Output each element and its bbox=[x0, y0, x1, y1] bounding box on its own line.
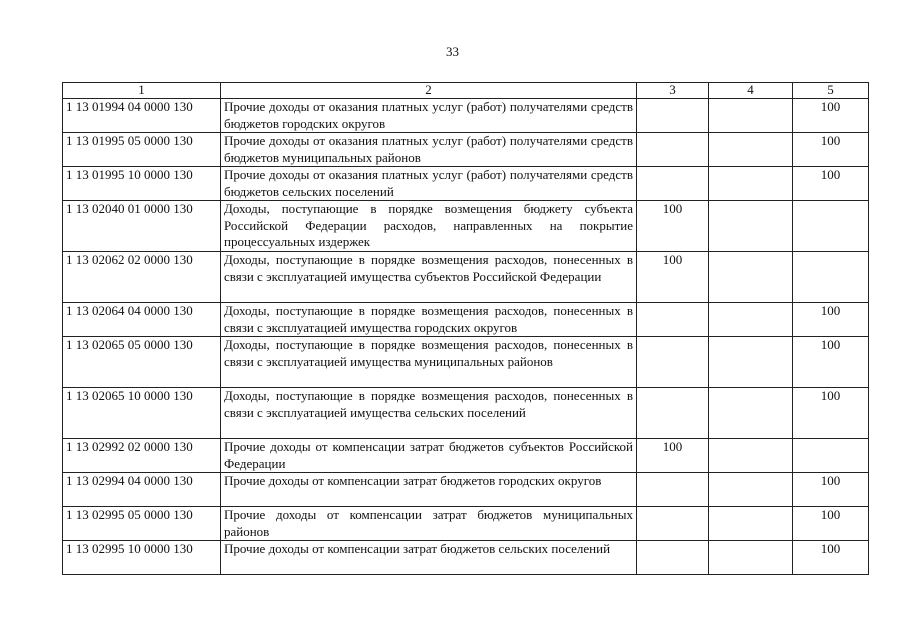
budget-code-cell: 1 13 02065 10 0000 130 bbox=[63, 388, 221, 439]
col3-cell bbox=[637, 167, 709, 201]
budget-code-cell: 1 13 02995 05 0000 130 bbox=[63, 507, 221, 541]
col4-cell bbox=[709, 252, 793, 303]
budget-code-cell: 1 13 02064 04 0000 130 bbox=[63, 303, 221, 337]
col3-cell bbox=[637, 133, 709, 167]
col3-cell bbox=[637, 507, 709, 541]
table-row bbox=[63, 439, 869, 473]
col5-cell: 100 bbox=[793, 303, 869, 337]
table-row bbox=[63, 252, 869, 303]
col3-cell: 100 bbox=[637, 252, 709, 303]
budget-code-cell: 1 13 02065 05 0000 130 bbox=[63, 337, 221, 388]
description-cell: Прочие доходы от оказания платных услуг (работ) получателями средств бюджетов муниципальных районов bbox=[221, 133, 637, 167]
col4-cell bbox=[709, 303, 793, 337]
budget-code-cell: 1 13 02992 02 0000 130 bbox=[63, 439, 221, 473]
table-header-row bbox=[63, 83, 869, 99]
table-row bbox=[63, 388, 869, 439]
description-cell: Прочие доходы от оказания платных услуг (работ) получателями средств бюджетов сельских поселений bbox=[221, 167, 637, 201]
col4-cell bbox=[709, 473, 793, 507]
table-row bbox=[63, 167, 869, 201]
col4-cell bbox=[709, 201, 793, 252]
col5-cell: 100 bbox=[793, 167, 869, 201]
col4-cell bbox=[709, 507, 793, 541]
description-cell: Прочие доходы от компенсации затрат бюджетов сельских поселений bbox=[221, 541, 637, 575]
description-cell: Прочие доходы от компенсации затрат бюджетов городских округов bbox=[221, 473, 637, 507]
col5-cell: 100 bbox=[793, 99, 869, 133]
col5-cell bbox=[793, 252, 869, 303]
column-header-1: 1 bbox=[63, 83, 221, 99]
table-row bbox=[63, 99, 869, 133]
col5-cell bbox=[793, 439, 869, 473]
column-header-4: 4 bbox=[709, 83, 793, 99]
description-cell: Доходы, поступающие в порядке возмещения расходов, понесенных в связи с эксплуатацией имущества городских округов bbox=[221, 303, 637, 337]
table-row bbox=[63, 303, 869, 337]
col4-cell bbox=[709, 99, 793, 133]
table-row bbox=[63, 201, 869, 252]
col4-cell bbox=[709, 337, 793, 388]
column-header-5: 5 bbox=[793, 83, 869, 99]
budget-code-cell: 1 13 02994 04 0000 130 bbox=[63, 473, 221, 507]
col5-cell: 100 bbox=[793, 473, 869, 507]
description-cell: Прочие доходы от компенсации затрат бюджетов субъектов Российской Федерации bbox=[221, 439, 637, 473]
budget-code-cell: 1 13 01995 05 0000 130 bbox=[63, 133, 221, 167]
col5-cell bbox=[793, 201, 869, 252]
description-cell: Доходы, поступающие в порядке возмещения расходов, понесенных в связи с эксплуатацией имущества сельских поселений bbox=[221, 388, 637, 439]
column-header-3: 3 bbox=[637, 83, 709, 99]
budget-revenue-table bbox=[62, 82, 869, 575]
col4-cell bbox=[709, 439, 793, 473]
col3-cell: 100 bbox=[637, 439, 709, 473]
col3-cell bbox=[637, 99, 709, 133]
description-cell: Прочие доходы от компенсации затрат бюджетов муниципальных районов bbox=[221, 507, 637, 541]
table-row bbox=[63, 473, 869, 507]
col5-cell: 100 bbox=[793, 507, 869, 541]
table-row bbox=[63, 133, 869, 167]
description-cell: Доходы, поступающие в порядке возмещения расходов, понесенных в связи с эксплуатацией имущества субъектов Российской Федерации bbox=[221, 252, 637, 303]
col3-cell bbox=[637, 303, 709, 337]
budget-code-cell: 1 13 02062 02 0000 130 bbox=[63, 252, 221, 303]
col5-cell: 100 bbox=[793, 541, 869, 575]
budget-code-cell: 1 13 02040 01 0000 130 bbox=[63, 201, 221, 252]
col5-cell: 100 bbox=[793, 337, 869, 388]
col4-cell bbox=[709, 541, 793, 575]
col5-cell: 100 bbox=[793, 388, 869, 439]
col4-cell bbox=[709, 388, 793, 439]
table-row bbox=[63, 507, 869, 541]
description-cell: Доходы, поступающие в порядке возмещения расходов, понесенных в связи с эксплуатацией имущества муниципальных районов bbox=[221, 337, 637, 388]
col4-cell bbox=[709, 133, 793, 167]
description-cell: Доходы, поступающие в порядке возмещения бюджету субъекта Российской Федерации расходов, направленных на покрытие процессуальных издержек bbox=[221, 201, 637, 252]
col3-cell bbox=[637, 473, 709, 507]
budget-code-cell: 1 13 01994 04 0000 130 bbox=[63, 99, 221, 133]
description-cell: Прочие доходы от оказания платных услуг (работ) получателями средств бюджетов городских округов bbox=[221, 99, 637, 133]
col4-cell bbox=[709, 167, 793, 201]
col3-cell bbox=[637, 541, 709, 575]
col3-cell bbox=[637, 337, 709, 388]
col3-cell: 100 bbox=[637, 201, 709, 252]
col3-cell bbox=[637, 388, 709, 439]
table-row bbox=[63, 541, 869, 575]
column-header-2: 2 bbox=[221, 83, 637, 99]
col5-cell: 100 bbox=[793, 133, 869, 167]
table-row bbox=[63, 337, 869, 388]
page-number: 33 bbox=[446, 44, 459, 59]
budget-code-cell: 1 13 02995 10 0000 130 bbox=[63, 541, 221, 575]
budget-code-cell: 1 13 01995 10 0000 130 bbox=[63, 167, 221, 201]
